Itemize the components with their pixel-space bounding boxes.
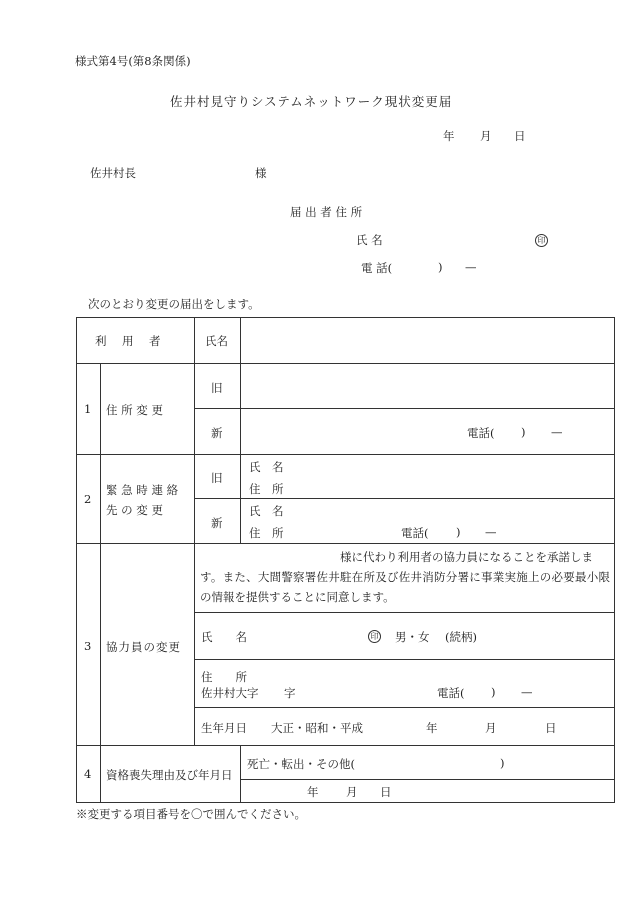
row2-new-name-label: 氏 名	[249, 504, 284, 518]
seal-icon: 印	[535, 234, 548, 247]
applicant-phone-dash: —	[465, 260, 477, 274]
row3-village: 佐井村大字	[201, 686, 259, 700]
consent-line1: 様に代わり利用者の協力員になることを承諾しま	[340, 550, 593, 564]
form-title: 佐井村見守りシステムネットワーク現状変更届	[170, 94, 453, 109]
row1-new-address-field[interactable]	[248, 414, 458, 444]
row2-phone-dash: —	[485, 525, 497, 539]
addressee-honorific: 様	[255, 166, 267, 180]
row3-eras[interactable]: 大正・昭和・平成	[271, 721, 363, 735]
row1-new-label: 新	[211, 426, 223, 440]
row1-phone-mid: )	[521, 425, 526, 439]
intro-text: 次のとおり変更の届出をします。	[88, 297, 260, 311]
row1-old-address-field[interactable]	[248, 372, 608, 402]
row4-label: 資格喪失理由及び年月日	[106, 768, 233, 782]
row1-phone-label: 電話(	[467, 426, 495, 440]
row2-number: 2	[84, 492, 92, 506]
form-number: 様式第4号(第8条関係)	[75, 54, 191, 68]
row3-birth-year: 年	[426, 721, 438, 735]
row3-phone-dash: —	[521, 685, 533, 699]
date-day: 日	[514, 129, 526, 143]
row3-seal-icon: 印	[368, 630, 381, 643]
row2-old-address-label: 住 所	[249, 482, 284, 496]
applicant-name-label: 氏 名	[356, 233, 383, 247]
row2-label-line2: 先 の 変 更	[106, 503, 163, 517]
row4-day: 日	[380, 785, 392, 799]
row1-old-label: 旧	[211, 381, 223, 395]
row2-label-line1: 緊 急 時 連 絡	[106, 483, 179, 497]
row2-new-address-label: 住 所	[249, 526, 284, 540]
row2-old-label: 旧	[211, 471, 223, 485]
row4-year: 年	[307, 785, 319, 799]
row3-relation: (続柄)	[445, 630, 477, 644]
row1-number: 1	[84, 402, 92, 416]
applicant-phone-label: 電 話(	[361, 261, 393, 275]
row2-old-name-label: 氏 名	[249, 460, 284, 474]
user-name-label: 氏名	[205, 334, 228, 348]
row4-reason[interactable]: 死亡・転出・その他(	[247, 757, 355, 771]
row3-birth-day: 日	[545, 721, 557, 735]
row3-phone-mid: )	[491, 685, 496, 699]
date-month: 月	[480, 129, 492, 143]
row3-birth-month: 月	[485, 721, 497, 735]
row3-number: 3	[84, 639, 92, 653]
row3-gender[interactable]: 男・女	[395, 630, 430, 644]
row1-label: 住 所 変 更	[106, 403, 163, 417]
row3-phone-label: 電話(	[437, 686, 465, 700]
date-year: 年	[443, 129, 455, 143]
consent-text: す。また、大間警察署佐井駐在所及び佐井消防分署に事業実施上の必要最小限の情報を提供することに同意します。	[200, 570, 610, 604]
row1-phone-dash: —	[551, 425, 563, 439]
row2-new-label: 新	[211, 516, 223, 530]
footnote: ※変更する項目番号を〇で囲んでください。	[76, 807, 306, 821]
user-label: 利 用 者	[95, 334, 163, 348]
row3-label: 協力員の変更	[106, 640, 181, 654]
row4-number: 4	[84, 767, 92, 781]
row3-birth-label: 生年月日	[201, 721, 247, 735]
addressee-name: 佐井村長	[90, 166, 136, 180]
row2-phone-label: 電話(	[401, 526, 429, 540]
applicant-address-label: 届 出 者 住 所	[290, 205, 363, 219]
row4-month: 月	[346, 785, 358, 799]
row4-reason-end: )	[500, 756, 505, 770]
user-name-field[interactable]	[250, 333, 605, 347]
row3-aza: 字	[284, 686, 296, 700]
row3-address-label: 住 所	[201, 670, 247, 684]
row3-name-label: 氏 名	[201, 630, 247, 644]
applicant-phone-mid: )	[438, 260, 443, 274]
row2-phone-mid: )	[456, 525, 461, 539]
